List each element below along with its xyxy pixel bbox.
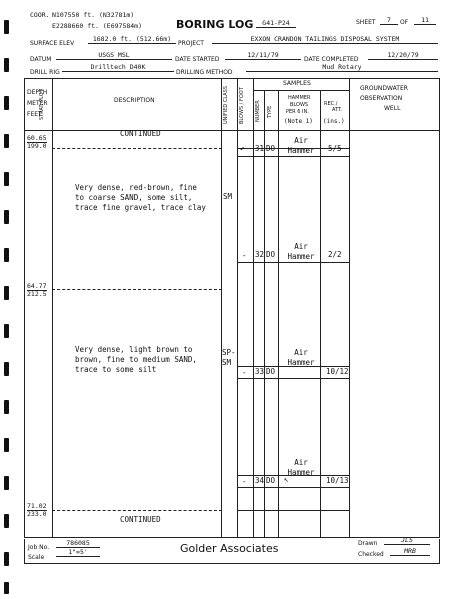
datum-label: DATUM bbox=[30, 56, 52, 63]
sheet-of-label: OF bbox=[400, 19, 409, 26]
company-name: Golder Associates bbox=[180, 542, 279, 555]
sample-33-blows: - bbox=[242, 368, 247, 377]
sample-34-blows: - bbox=[242, 477, 247, 486]
layer1-description: Very dense, red-brown, fine to coarse SAND, some silt, trace fine gravel, trace clay bbox=[75, 183, 206, 212]
boring-id: G41-P24 bbox=[256, 20, 296, 28]
continued-bottom: CONTINUED bbox=[120, 515, 161, 524]
project-label: PROJECT bbox=[178, 40, 204, 47]
sample-31-type: DO bbox=[266, 144, 276, 153]
col-well: WELL bbox=[384, 105, 401, 112]
datum-value: USGS MSL bbox=[56, 52, 172, 60]
col-samples: SAMPLES bbox=[283, 80, 311, 87]
sample-31-hammer: Air Hammer bbox=[287, 136, 315, 155]
sample-33-number: 33 bbox=[255, 367, 265, 376]
coord-label: COOR. bbox=[30, 11, 50, 19]
log-title: BORING LOG bbox=[176, 18, 254, 31]
col-hammer-per: PER 6 IN. bbox=[286, 109, 309, 115]
date-completed-label: DATE COMPLETED bbox=[304, 56, 359, 63]
col-strat-plot: STRAT. PLOT bbox=[39, 89, 45, 120]
col-number: NUMBER bbox=[255, 100, 261, 122]
drilling-method-label: DRILLING METHOD bbox=[176, 69, 233, 76]
col-type: TYPE bbox=[267, 105, 273, 118]
layer2-class: SP- SM bbox=[222, 348, 236, 367]
sample-31-blows-arrow: ↙ bbox=[240, 143, 245, 152]
sample-34-number: 34 bbox=[255, 476, 265, 485]
surface-elev-label: SURFACE ELEV bbox=[30, 40, 75, 47]
col-hammer: HAMMER bbox=[288, 95, 311, 101]
drawn-label: Drawn bbox=[358, 540, 378, 547]
col-groundwater: GROUNDWATER bbox=[360, 85, 408, 92]
sample-31-rec: 5/5 bbox=[328, 144, 342, 153]
sample-33-rec: 10/12 bbox=[326, 367, 349, 376]
checked-initials: MRB bbox=[390, 548, 430, 556]
sample-34-rec: 10/13 bbox=[326, 476, 349, 485]
scale-label: Scale bbox=[28, 554, 45, 561]
depth-top-m: 60.65 bbox=[27, 134, 47, 142]
col-description: DESCRIPTION bbox=[114, 97, 155, 104]
date-started: 12/11/79 bbox=[225, 52, 301, 60]
continued-top: CONTINUED bbox=[120, 129, 161, 138]
date-started-label: DATE STARTED bbox=[175, 56, 220, 63]
drilling-method: Mud Rotary bbox=[246, 64, 438, 72]
sample-34-hammer: Air Hammer bbox=[287, 458, 315, 477]
sample-34-type: DO bbox=[266, 476, 276, 485]
layer1-class: SM bbox=[223, 192, 233, 201]
job-label: Job No. bbox=[28, 544, 50, 551]
layer2-description: Very dense, light brown to brown, fine to medium SAND, trace to some silt bbox=[75, 345, 197, 374]
depth-bot-m: 71.02 bbox=[27, 502, 47, 510]
col-meter: METER bbox=[27, 100, 48, 107]
col-unified-class: UNIFIED CLASS bbox=[223, 86, 229, 124]
depth-bot-ft: 233.0 bbox=[27, 510, 47, 518]
sample-32-hammer: Air Hammer bbox=[287, 242, 315, 261]
sample-33-type: DO bbox=[266, 367, 276, 376]
surface-elevation: 1682.0 ft. (512.66m) bbox=[88, 36, 176, 44]
sheet-number: 7 bbox=[380, 17, 398, 25]
sample-32-blows: - bbox=[242, 251, 247, 260]
depth-mid-m: 64.77 bbox=[27, 282, 47, 290]
col-observation: OBSERVATION bbox=[360, 95, 403, 102]
sample-32-type: DO bbox=[266, 250, 276, 259]
col-hammer-note: (Note 1) bbox=[284, 118, 313, 125]
sample-33-hammer: Air Hammer bbox=[287, 348, 315, 367]
scale-value: 1"=5' bbox=[56, 549, 100, 557]
col-att: ATT. bbox=[332, 107, 343, 113]
project-name: EXXON CRANDON TAILINGS DISPOSAL SYSTEM bbox=[212, 36, 438, 44]
depth-top-ft: 199.0 bbox=[27, 142, 47, 150]
sample-32-number: 32 bbox=[255, 250, 265, 259]
sample-31-number: 31 bbox=[255, 144, 265, 153]
job-number: 786085 bbox=[56, 540, 100, 548]
drill-rig: Drilltech D40K bbox=[62, 64, 174, 72]
drill-rig-label: DRILL RIG bbox=[30, 69, 60, 76]
sample-34-arrow: ↖ bbox=[284, 475, 289, 484]
drawn-initials: JLS bbox=[384, 537, 430, 545]
checked-label: Checked bbox=[358, 551, 384, 558]
col-rec: REC./ bbox=[324, 101, 338, 107]
col-rec-ins: (ins.) bbox=[323, 118, 345, 125]
col-hammer-blows: BLOWS bbox=[290, 102, 309, 108]
coord-east: E2288660 ft. (E697584m) bbox=[52, 22, 143, 30]
sample-32-rec: 2/2 bbox=[328, 250, 342, 259]
col-depth: DEPTH bbox=[27, 89, 48, 96]
sheet-label: SHEET bbox=[356, 19, 376, 26]
sheet-total: 11 bbox=[414, 17, 436, 25]
date-completed: 12/20/79 bbox=[368, 52, 438, 60]
col-blows-foot: BLOWS / FOOT bbox=[239, 87, 245, 124]
col-feet: FEET bbox=[27, 111, 42, 118]
coord-north: N107550 ft. (N32781m) bbox=[52, 11, 135, 19]
depth-mid-ft: 212.5 bbox=[27, 290, 47, 298]
